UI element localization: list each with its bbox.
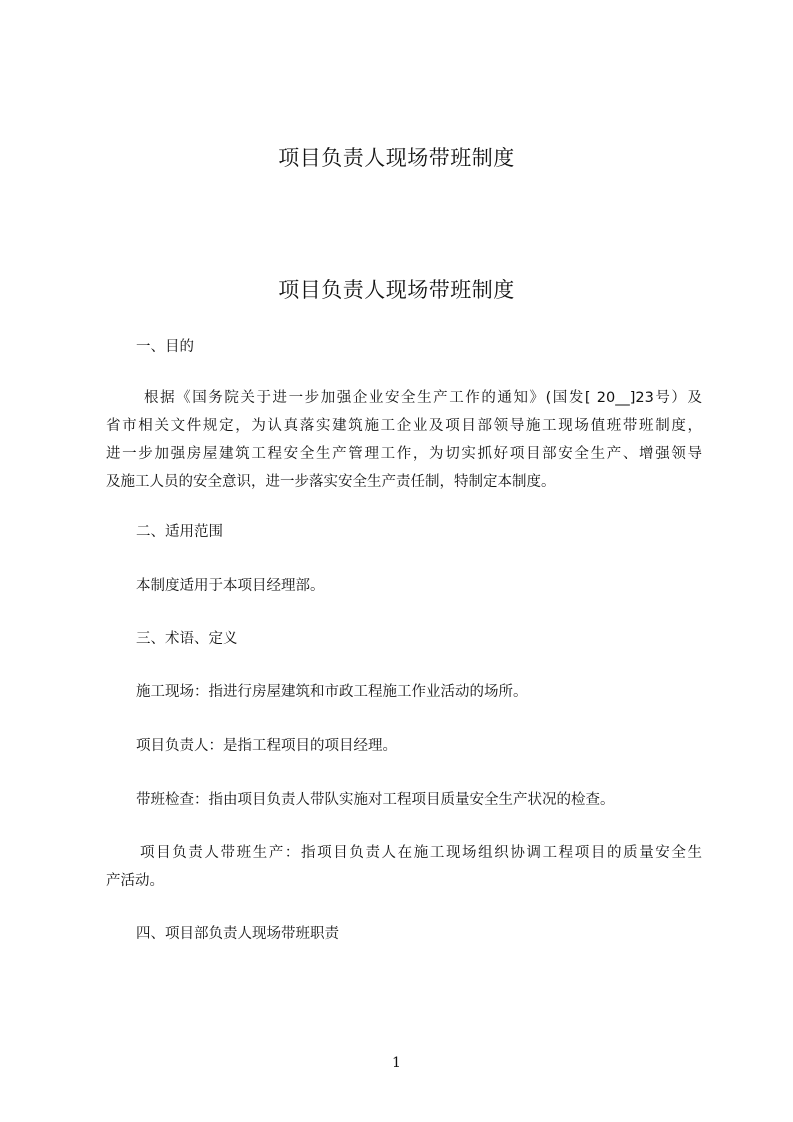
section-heading-scope: 二、适用范围 — [136, 524, 223, 540]
purpose-paragraph-line: 根据《国务院关于进一步加强企业安全生产工作的通知》(国发[ 20__]23号）及 — [144, 390, 702, 406]
cover-title: 项目负责人现场带班制度 — [278, 146, 515, 170]
scope-paragraph: 本制度适用于本项目经理部。 — [136, 578, 325, 594]
purpose-paragraph-line: 及施工人员的安全意识，进一步落实安全生产责任制，特制定本制度。 — [106, 474, 556, 490]
purpose-paragraph-line: 进一步加强房屋建筑工程安全生产管理工作，为切实抓好项目部安全生产、增强领导 — [106, 446, 702, 462]
definition-item: 带班检查：指由项目负责人带队实施对工程项目质量安全生产状况的检查。 — [136, 792, 615, 808]
page-number: 1 — [392, 1055, 401, 1071]
purpose-paragraph-line: 省市相关文件规定，为认真落实建筑施工企业及项目部领导施工现场值班带班制度， — [106, 418, 702, 434]
section-heading-definitions: 三、术语、定义 — [136, 631, 238, 647]
document-title: 项目负责人现场带班制度 — [278, 278, 515, 302]
definition-item: 施工现场：指进行房屋建筑和市政工程施工作业活动的场所。 — [136, 684, 528, 700]
definition-item-line: 产活动。 — [106, 873, 164, 889]
definition-item: 项目负责人：是指工程项目的项目经理。 — [136, 738, 397, 754]
section-heading-purpose: 一、目的 — [136, 339, 194, 355]
definition-item-line: 项目负责人带班生产：指项目负责人在施工现场组织协调工程项目的质量安全生 — [140, 845, 702, 861]
section-heading-duties: 四、项目部负责人现场带班职责 — [136, 926, 339, 942]
